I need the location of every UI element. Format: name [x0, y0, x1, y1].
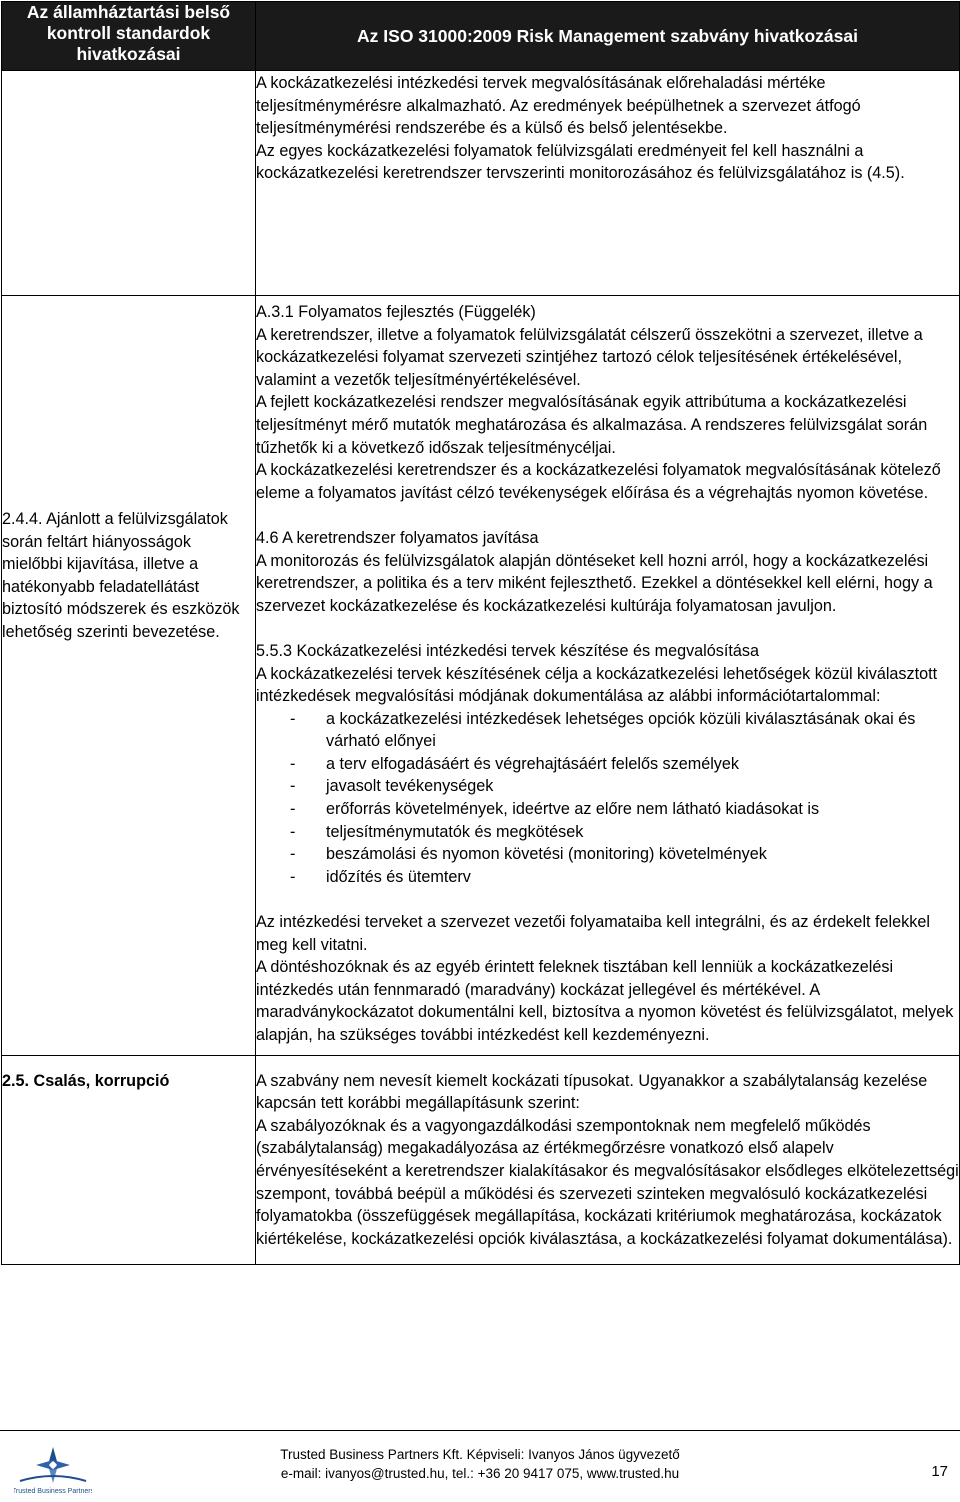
list-item [256, 798, 959, 821]
paragraph: A monitorozás és felülvizsgálatok alapján döntéseket kell hozni arról, hogy a kockázatkezelési keretrendszer, a politika és a terv miként fejleszthető. Ezekkel a döntésekkel kell elérni, hogy a szervezet kockázatkezelése és kockázatkezelési kultúrája folyamatosan javuljon. [256, 551, 933, 615]
list-item-text: időzítés és ütemterv [326, 867, 471, 886]
paragraph: A döntéshozóknak és az egyéb érintett feleknek tisztában kell lenniük a kockázatkezelési intézkedés után fennmaradó (maradvány) kockázat jellegével és mértékével. A maradványkockázatot dokumentálni kell, biztosítva a nyomon követést és felülvizsgálatot, melyek alapján, ha szükséges további intézkedést kell kezdeményezni. [256, 958, 954, 1044]
list-dash: - [290, 845, 296, 864]
paragraph: Az intézkedési terveket a szervezet vezetői folyamataiba kell integrálni, és az érdekelt felekkel meg kell vitatni. [256, 913, 930, 954]
list-item-text: a terv elfogadásáért és végrehajtásáért felelős személyek [326, 754, 740, 773]
left-standard-text: 2.4.4. Ajánlott a felülvizsgálatok során feltárt hiányosságok mielőbbi kijavítása, illetve a hatékonyabb feladatellátást biztosító módszerek és eszközök lehetőség szerinti bevezetése. [2, 510, 240, 641]
list-dash: - [290, 867, 296, 886]
footer-contact [0, 1445, 960, 1483]
row2-right-cell [256, 296, 960, 1056]
footer-line: Trusted Business Partners Kft. Képviseli: Ivanyos János ügyvezető [280, 1447, 680, 1462]
header-right-title: Az ISO 31000:2009 Risk Management szabvány hivatkozásai [256, 2, 960, 71]
row3-right-cell [256, 1055, 960, 1265]
section-heading: A.3.1 Folyamatos fejlesztés (Függelék) [256, 303, 536, 321]
paragraph: A kockázatkezelési tervek készítésének célja a kockázatkezelési lehetőségek közül kiválasztott intézkedések megvalósítási módjának dokumentálása az alábbi információtartalommal: [256, 664, 938, 706]
paragraph: Az egyes kockázatkezelési folyamatok felülvizsgálati eredményeit fel kell használni a kockázatkezelési keretrendszer tervszerinti monitorozásához és felülvizsgálatához is (4.5). [256, 141, 905, 183]
section-heading: 5.5.3 Kockázatkezelési intézkedési tervek készítése és megvalósítása [256, 641, 759, 660]
list-dash: - [290, 822, 296, 841]
paragraph: A fejlett kockázatkezelési rendszer megvalósításának egyik attribútuma a kockázatkezelési teljesítményt mérő mutatók meghatározása és alkalmazása. A rendszeres felülvizsgálat során tűzhetők ki a következő időszak teljesítménycéljai. [256, 393, 928, 457]
requirements-list [256, 708, 959, 889]
list-item [256, 866, 959, 889]
list-item [256, 821, 959, 844]
list-item [256, 775, 959, 798]
table-row [2, 1055, 960, 1265]
list-dash: - [290, 754, 296, 773]
list-item-text: teljesítménymutatók és megkötések [326, 822, 584, 841]
list-dash: - [290, 800, 296, 819]
row1-left-cell [2, 71, 256, 296]
list-item-text: erőforrás követelmények, ideértve az előre nem látható kiadásokat is [326, 800, 820, 819]
row1-right-cell [256, 71, 960, 296]
list-item-text: a kockázatkezelési intézkedések lehetséges opciók közüli kiválasztásának okai és várható előnyei [326, 709, 916, 751]
paragraph: A kockázatkezelési intézkedési tervek megvalósításának előrehaladási mértéke teljesítménymérésre alkalmazható. Az eredmények beépülhetnek a szervezet átfogó teljesítménymérési rendszerébe és a külső és belső jelentésekbe. [256, 74, 861, 138]
paragraph: A kockázatkezelési keretrendszer és a kockázatkezelési folyamatok megvalósításának kötelező eleme a folyamatos javítást célzó tevékenységek előírása és a végrehajtás nyomon követése. [256, 461, 941, 502]
paragraph: A szabvány nem nevesít kiemelt kockázati típusokat. Ugyanakkor a szabálytalanság kezelése kapcsán tett korábbi megállapításunk szerint: [256, 1071, 928, 1113]
list-item-text: javasolt tevékenységek [326, 777, 494, 796]
footer-line: e-mail: ivanyos@trusted.hu, tel.: +36 20 9417 075, www.trusted.hu [280, 1466, 680, 1481]
row2-left-cell [2, 296, 256, 1056]
table-header-row [2, 2, 960, 71]
header-left-title: Az államháztartási belső kontroll standardok hivatkozásai [2, 2, 256, 71]
list-dash: - [290, 777, 296, 796]
list-item [256, 708, 959, 753]
section-heading: 4.6 A keretrendszer folyamatos javítása [256, 528, 539, 547]
page-footer [0, 1430, 960, 1499]
page-number: 17 [931, 1463, 948, 1480]
section-title: 2.5. Csalás, korrupció [2, 1071, 170, 1090]
list-item [256, 753, 959, 776]
list-item-text: beszámolási és nyomon követési (monitoring) követelmények [326, 845, 767, 864]
row3-left-cell [2, 1055, 256, 1265]
comparison-table [1, 1, 960, 1265]
logo-text: Trusted Business Partners [14, 1488, 92, 1495]
list-dash: - [290, 709, 296, 728]
list-item [256, 843, 959, 866]
table-row [2, 71, 960, 296]
paragraph: A szabályozóknak és a vagyongazdálkodási szempontoknak nem megfelelő működés (szabálytalanság) megakadályozása az értékmegőrzésre vonatkozó első alapelv érvényesítéseként a keretrendszer kialakításakor és megvalósításakor elsődleges elkötelezettségi szempont, továbbá beépül a működési és szervezeti szinteken megvalósuló kockázatkezelési folyamatokba (összefüggések megállapítása, kockázati kritériumok meghatározása, kockázatok kiértékelése, kockázatkezelési opciók kiválasztása, a kockázatkezelési folyamat dokumentálása). [256, 1116, 959, 1248]
table-row [2, 296, 960, 1056]
paragraph: A keretrendszer, illetve a folyamatok felülvizsgálatát célszerű összekötni a szervezet, illetve a kockázatkezelési folyamat szervezeti szintjéhez tartozó célok teljesítésének értékelésével, valamint a vezetők teljesítményértékelésével. [256, 325, 923, 389]
